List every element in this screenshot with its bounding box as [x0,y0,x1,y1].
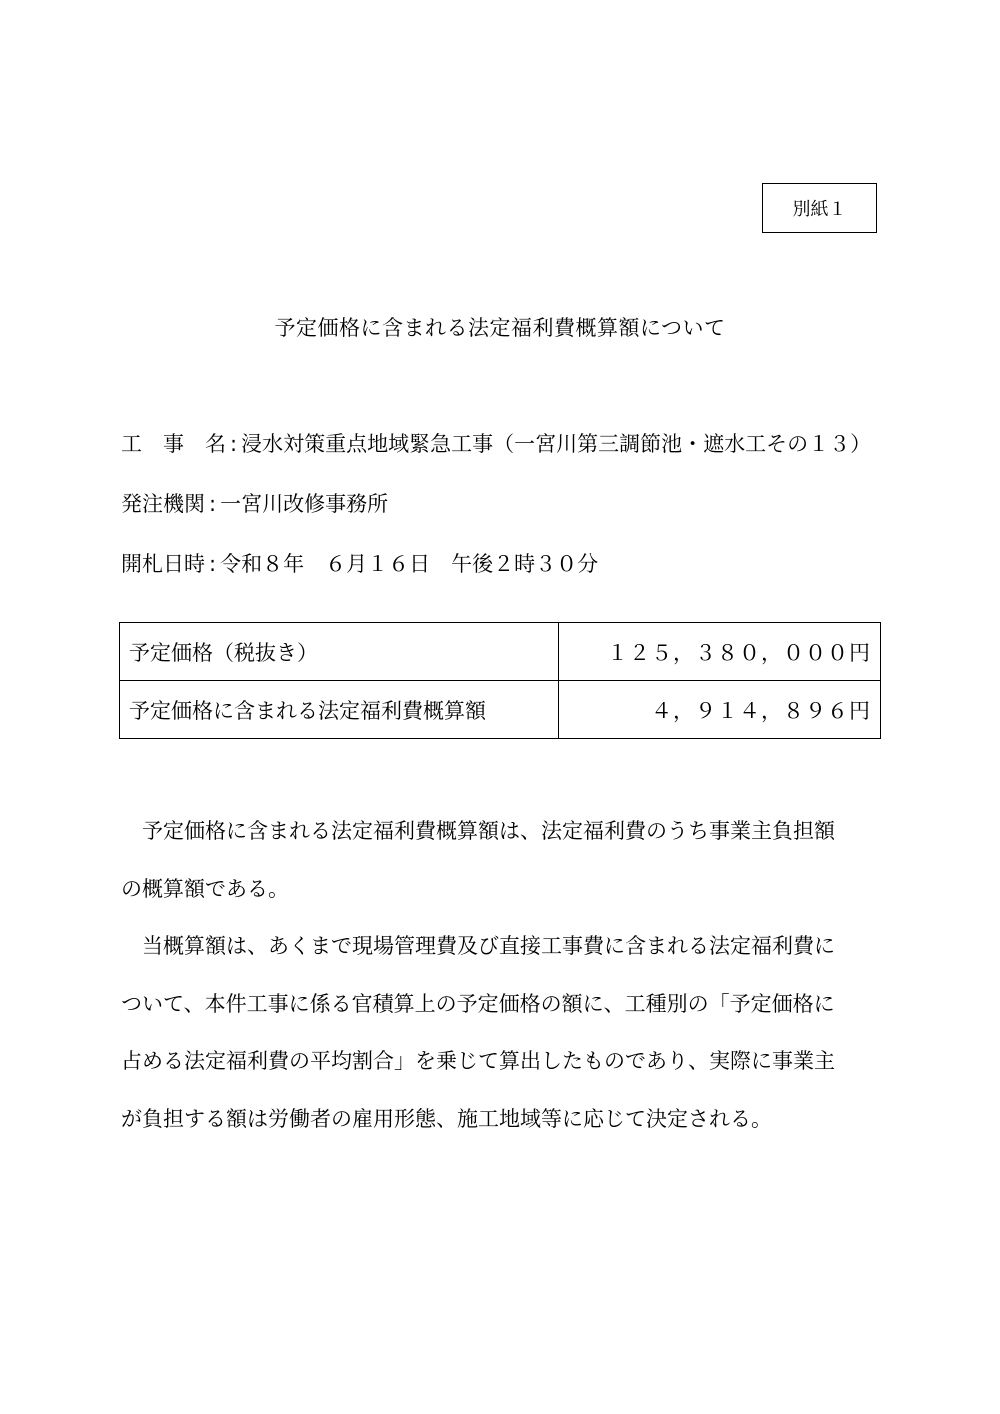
paragraph-line: の概算額である。 [121,876,289,901]
paragraph-line: 予定価格に含まれる法定福利費概算額は、法定福利費のうち事業主負担額 [121,819,835,843]
table-cell-item: 予定価格に含まれる法定福利費概算額 [120,681,559,739]
paragraph-explanation [121,918,885,1148]
attachment-label-box [762,183,877,233]
ordering-agency-line [121,488,388,518]
paragraph-line: 当概算額は、あくまで現場管理費及び直接工事費に含まれる法定福利費に [121,934,835,958]
bid-opening-label: 開札日時 [121,552,205,576]
paragraph-definition [121,803,885,918]
document-title: 予定価格に含まれる法定福利費概算額について [274,316,726,340]
table-cell-amount: ４，９１４，８９６円 [559,681,881,739]
paragraph-line: が負担する額は労働者の雇用形態、施工地域等に応じて決定される。 [121,1106,772,1131]
bid-opening-separator: : [209,552,217,576]
ordering-agency-separator: : [209,492,217,516]
table-cell-amount: １２５，３８０，０００円 [559,623,881,681]
construction-name-line [121,428,871,458]
attachment-label: 別紙１ [792,199,847,220]
table-row [120,681,881,739]
construction-name-label: 工 事 名 [121,432,226,456]
table-row [120,623,881,681]
construction-name-value: 浸水対策重点地域緊急工事（一宮川第三調節池・遮水工その１３） [241,432,872,456]
ordering-agency-value: 一宮川改修事務所 [220,492,389,516]
bid-opening-line [121,548,598,578]
paragraph-line: ついて、本件工事に係る官積算上の予定価格の額に、工種別の「予定価格に [121,991,835,1016]
price-table [119,622,881,739]
construction-name-separator: : [230,432,238,456]
table-cell-item: 予定価格（税抜き） [120,623,559,681]
ordering-agency-label: 発注機関 [121,492,205,516]
paragraph-line: 占める法定福利費の平均割合」を乗じて算出したものであり、実際に事業主 [121,1049,835,1073]
bid-opening-value: 令和８年 ６月１６日 午後２時３０分 [220,552,599,576]
